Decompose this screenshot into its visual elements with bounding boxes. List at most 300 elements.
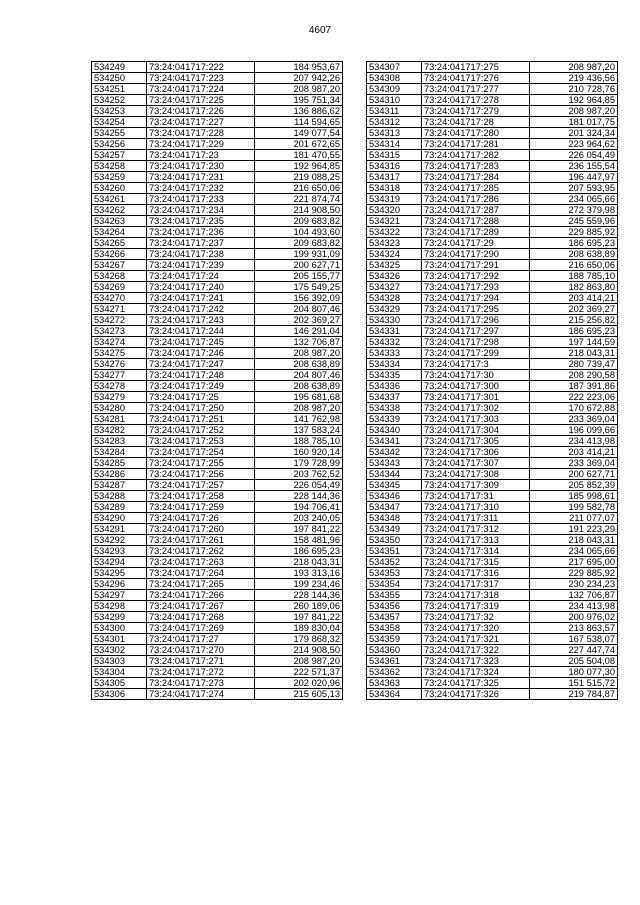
value-cell: 221 874,74: [255, 194, 343, 205]
value-cell: 156 392,09: [255, 293, 343, 304]
value-cell: 141 762,98: [255, 414, 343, 425]
table-row: [367, 249, 618, 260]
value-cell: 199 582,78: [530, 502, 618, 513]
row-number-cell: 534299: [92, 612, 147, 623]
table-row: [367, 656, 618, 667]
cadastral-number-cell: 73:24:041717:325: [422, 678, 530, 689]
table-row: [367, 315, 618, 326]
row-number-cell: 534307: [367, 62, 422, 73]
row-number-cell: 534271: [92, 304, 147, 315]
cadastral-number-cell: 73:24:041717:317: [422, 579, 530, 590]
cadastral-number-cell: 73:24:041717:321: [422, 634, 530, 645]
cadastral-number-cell: 73:24:041717:316: [422, 568, 530, 579]
table-row: [367, 491, 618, 502]
cadastral-number-cell: 73:24:041717:288: [422, 216, 530, 227]
row-number-cell: 534293: [92, 546, 147, 557]
value-cell: 207 593,95: [530, 183, 618, 194]
table-row: [367, 689, 618, 700]
page-number: 4607: [308, 25, 332, 36]
row-number-cell: 534252: [92, 95, 147, 106]
table-row: [92, 282, 343, 293]
cadastral-number-cell: 73:24:041717:310: [422, 502, 530, 513]
row-number-cell: 534258: [92, 161, 147, 172]
row-number-cell: 534318: [367, 183, 422, 194]
table-row: [367, 502, 618, 513]
cadastral-number-cell: 73:24:041717:278: [422, 95, 530, 106]
value-cell: 185 998,61: [530, 491, 618, 502]
value-cell: 216 650,06: [530, 260, 618, 271]
table-row: [92, 513, 343, 524]
cadastral-number-cell: 73:24:041717:230: [147, 161, 255, 172]
row-number-cell: 534297: [92, 590, 147, 601]
cadastral-number-cell: 73:24:041717:234: [147, 205, 255, 216]
value-cell: 219 436,56: [530, 73, 618, 84]
cadastral-number-cell: 73:24:041717:236: [147, 227, 255, 238]
value-cell: 158 481,96: [255, 535, 343, 546]
cadastral-number-cell: 73:24:041717:301: [422, 392, 530, 403]
cadastral-number-cell: 73:24:041717:268: [147, 612, 255, 623]
value-cell: 209 683,82: [255, 216, 343, 227]
row-number-cell: 534312: [367, 117, 422, 128]
table-row: [367, 546, 618, 557]
table-row: [92, 359, 343, 370]
cadastral-number-cell: 73:24:041717:271: [147, 656, 255, 667]
value-cell: 188 785,10: [255, 436, 343, 447]
table-row: [92, 579, 343, 590]
value-cell: 245 559,96: [530, 216, 618, 227]
cadastral-number-cell: 73:24:041717:281: [422, 139, 530, 150]
cadastral-number-cell: 73:24:041717:226: [147, 106, 255, 117]
table-row: [367, 183, 618, 194]
table-row: [92, 524, 343, 535]
value-cell: 195 681,68: [255, 392, 343, 403]
cadastral-number-cell: 73:24:041717:263: [147, 557, 255, 568]
row-number-cell: 534357: [367, 612, 422, 623]
value-cell: 200 627,71: [530, 469, 618, 480]
cadastral-number-cell: 73:24:041717:296: [422, 315, 530, 326]
cadastral-number-cell: 73:24:041717:3: [422, 359, 530, 370]
row-number-cell: 534324: [367, 249, 422, 260]
row-number-cell: 534311: [367, 106, 422, 117]
table-row: [367, 216, 618, 227]
value-cell: 202 369,27: [530, 304, 618, 315]
value-cell: 207 942,26: [255, 73, 343, 84]
value-cell: 191 223,29: [530, 524, 618, 535]
table-row: [367, 557, 618, 568]
row-number-cell: 534280: [92, 403, 147, 414]
value-cell: 186 695,23: [530, 238, 618, 249]
cadastral-number-cell: 73:24:041717:270: [147, 645, 255, 656]
row-number-cell: 534260: [92, 183, 147, 194]
row-number-cell: 534266: [92, 249, 147, 260]
table-row: [92, 84, 343, 95]
value-cell: 223 964,62: [530, 139, 618, 150]
table-row: [367, 238, 618, 249]
cadastral-number-cell: 73:24:041717:256: [147, 469, 255, 480]
table-row: [92, 425, 343, 436]
cadastral-number-cell: 73:24:041717:225: [147, 95, 255, 106]
cadastral-number-cell: 73:24:041717:322: [422, 645, 530, 656]
table-row: [92, 414, 343, 425]
cadastral-number-cell: 73:24:041717:255: [147, 458, 255, 469]
table-row: [92, 381, 343, 392]
value-cell: 233 369,04: [530, 458, 618, 469]
table-row: [367, 535, 618, 546]
table-row: [367, 95, 618, 106]
cadastral-number-cell: 73:24:041717:252: [147, 425, 255, 436]
table-row: [367, 359, 618, 370]
row-number-cell: 534259: [92, 172, 147, 183]
cadastral-number-cell: 73:24:041717:23: [147, 150, 255, 161]
row-number-cell: 534261: [92, 194, 147, 205]
cadastral-number-cell: 73:24:041717:237: [147, 238, 255, 249]
row-number-cell: 534296: [92, 579, 147, 590]
table-row: [367, 590, 618, 601]
value-cell: 132 706,87: [255, 337, 343, 348]
cadastral-number-cell: 73:24:041717:244: [147, 326, 255, 337]
table-row: [367, 392, 618, 403]
row-number-cell: 534256: [92, 139, 147, 150]
value-cell: 188 785,10: [530, 271, 618, 282]
row-number-cell: 534254: [92, 117, 147, 128]
table-row: [367, 337, 618, 348]
value-cell: 205 852,39: [530, 480, 618, 491]
cadastral-number-cell: 73:24:041717:233: [147, 194, 255, 205]
table-row: [367, 293, 618, 304]
cadastral-number-cell: 73:24:041717:266: [147, 590, 255, 601]
row-number-cell: 534268: [92, 271, 147, 282]
row-number-cell: 534339: [367, 414, 422, 425]
cadastral-number-cell: 73:24:041717:248: [147, 370, 255, 381]
cadastral-number-cell: 73:24:041717:326: [422, 689, 530, 700]
value-cell: 236 155,54: [530, 161, 618, 172]
table-row: [92, 205, 343, 216]
row-number-cell: 534276: [92, 359, 147, 370]
row-number-cell: 534345: [367, 480, 422, 491]
value-cell: 210 728,76: [530, 84, 618, 95]
table-row: [367, 150, 618, 161]
row-number-cell: 534319: [367, 194, 422, 205]
value-cell: 280 739,47: [530, 359, 618, 370]
row-number-cell: 534364: [367, 689, 422, 700]
table-row: [367, 139, 618, 150]
cadastral-number-cell: 73:24:041717:285: [422, 183, 530, 194]
table-row: [92, 623, 343, 634]
cadastral-number-cell: 73:24:041717:292: [422, 271, 530, 282]
table-row: [367, 205, 618, 216]
value-cell: 151 515,72: [530, 678, 618, 689]
row-number-cell: 534348: [367, 513, 422, 524]
row-number-cell: 534270: [92, 293, 147, 304]
row-number-cell: 534274: [92, 337, 147, 348]
value-cell: 192 964,85: [530, 95, 618, 106]
row-number-cell: 534310: [367, 95, 422, 106]
row-number-cell: 534353: [367, 568, 422, 579]
row-number-cell: 534275: [92, 348, 147, 359]
table-row: [367, 227, 618, 238]
cadastral-number-cell: 73:24:041717:297: [422, 326, 530, 337]
cadastral-number-cell: 73:24:041717:286: [422, 194, 530, 205]
row-number-cell: 534272: [92, 315, 147, 326]
table-row: [92, 546, 343, 557]
table-row: [367, 645, 618, 656]
row-number-cell: 534295: [92, 568, 147, 579]
row-number-cell: 534346: [367, 491, 422, 502]
value-cell: 208 987,20: [255, 84, 343, 95]
cadastral-number-cell: 73:24:041717:319: [422, 601, 530, 612]
value-cell: 181 470,55: [255, 150, 343, 161]
table-row: [92, 634, 343, 645]
table-row: [92, 106, 343, 117]
row-number-cell: 534253: [92, 106, 147, 117]
value-cell: 187 391,86: [530, 381, 618, 392]
cadastral-number-cell: 73:24:041717:279: [422, 106, 530, 117]
table-row: [92, 238, 343, 249]
table-row: [92, 326, 343, 337]
table-row: [92, 392, 343, 403]
table-row: [92, 656, 343, 667]
right-data-table: [366, 61, 618, 700]
cadastral-number-cell: 73:24:041717:298: [422, 337, 530, 348]
value-cell: 208 638,89: [255, 359, 343, 370]
row-number-cell: 534338: [367, 403, 422, 414]
row-number-cell: 534329: [367, 304, 422, 315]
value-cell: 213 863,57: [530, 623, 618, 634]
cadastral-number-cell: 73:24:041717:274: [147, 689, 255, 700]
cadastral-number-cell: 73:24:041717:245: [147, 337, 255, 348]
row-number-cell: 534263: [92, 216, 147, 227]
value-cell: 229 885,92: [530, 568, 618, 579]
row-number-cell: 534331: [367, 326, 422, 337]
value-cell: 219 784,87: [530, 689, 618, 700]
value-cell: 205 155,77: [255, 271, 343, 282]
value-cell: 260 189,06: [255, 601, 343, 612]
cadastral-number-cell: 73:24:041717:25: [147, 392, 255, 403]
cadastral-number-cell: 73:24:041717:282: [422, 150, 530, 161]
cadastral-number-cell: 73:24:041717:323: [422, 656, 530, 667]
cadastral-number-cell: 73:24:041717:305: [422, 436, 530, 447]
table-row: [367, 623, 618, 634]
row-number-cell: 534341: [367, 436, 422, 447]
value-cell: 208 290,58: [530, 370, 618, 381]
value-cell: 208 638,89: [530, 249, 618, 260]
cadastral-number-cell: 73:24:041717:224: [147, 84, 255, 95]
value-cell: 200 976,02: [530, 612, 618, 623]
row-number-cell: 534332: [367, 337, 422, 348]
table-row: [367, 260, 618, 271]
value-cell: 202 369,27: [255, 315, 343, 326]
table-row: [367, 513, 618, 524]
value-cell: 175 549,25: [255, 282, 343, 293]
cadastral-number-cell: 73:24:041717:304: [422, 425, 530, 436]
value-cell: 170 672,88: [530, 403, 618, 414]
row-number-cell: 534349: [367, 524, 422, 535]
cadastral-number-cell: 73:24:041717:32: [422, 612, 530, 623]
cadastral-number-cell: 73:24:041717:272: [147, 667, 255, 678]
cadastral-number-cell: 73:24:041717:294: [422, 293, 530, 304]
row-number-cell: 534327: [367, 282, 422, 293]
cadastral-number-cell: 73:24:041717:222: [147, 62, 255, 73]
row-number-cell: 534278: [92, 381, 147, 392]
cadastral-number-cell: 73:24:041717:27: [147, 634, 255, 645]
row-number-cell: 534291: [92, 524, 147, 535]
cadastral-number-cell: 73:24:041717:306: [422, 447, 530, 458]
value-cell: 234 413,98: [530, 436, 618, 447]
table-row: [367, 128, 618, 139]
table-row: [92, 117, 343, 128]
value-cell: 218 043,31: [255, 557, 343, 568]
value-cell: 193 313,16: [255, 568, 343, 579]
cadastral-number-cell: 73:24:041717:307: [422, 458, 530, 469]
row-number-cell: 534358: [367, 623, 422, 634]
value-cell: 199 234,46: [255, 579, 343, 590]
value-cell: 216 650,06: [255, 183, 343, 194]
cadastral-number-cell: 73:24:041717:260: [147, 524, 255, 535]
table-row: [92, 315, 343, 326]
cadastral-number-cell: 73:24:041717:303: [422, 414, 530, 425]
row-number-cell: 534287: [92, 480, 147, 491]
table-row: [92, 689, 343, 700]
cadastral-number-cell: 73:24:041717:267: [147, 601, 255, 612]
row-number-cell: 534315: [367, 150, 422, 161]
cadastral-number-cell: 73:24:041717:235: [147, 216, 255, 227]
row-number-cell: 534334: [367, 359, 422, 370]
row-number-cell: 534282: [92, 425, 147, 436]
value-cell: 208 987,20: [255, 348, 343, 359]
row-number-cell: 534352: [367, 557, 422, 568]
table-row: [92, 293, 343, 304]
table-row: [92, 667, 343, 678]
cadastral-number-cell: 73:24:041717:238: [147, 249, 255, 260]
row-number-cell: 534344: [367, 469, 422, 480]
table-row: [92, 260, 343, 271]
value-cell: 219 088,25: [255, 172, 343, 183]
table-row: [367, 194, 618, 205]
value-cell: 184 953,67: [255, 62, 343, 73]
table-row: [367, 117, 618, 128]
value-cell: 228 144,36: [255, 491, 343, 502]
value-cell: 227 447,74: [530, 645, 618, 656]
right-table-body: [367, 62, 618, 700]
cadastral-number-cell: 73:24:041717:28: [422, 117, 530, 128]
row-number-cell: 534309: [367, 84, 422, 95]
cadastral-number-cell: 73:24:041717:275: [422, 62, 530, 73]
table-row: [367, 161, 618, 172]
cadastral-number-cell: 73:24:041717:283: [422, 161, 530, 172]
row-number-cell: 534335: [367, 370, 422, 381]
value-cell: 201 672,65: [255, 139, 343, 150]
cadastral-number-cell: 73:24:041717:231: [147, 172, 255, 183]
value-cell: 197 144,59: [530, 337, 618, 348]
value-cell: 228 144,36: [255, 590, 343, 601]
row-number-cell: 534303: [92, 656, 147, 667]
value-cell: 203 762,52: [255, 469, 343, 480]
table-row: [367, 634, 618, 645]
table-row: [367, 304, 618, 315]
value-cell: 204 807,46: [255, 370, 343, 381]
table-row: [92, 535, 343, 546]
value-cell: 226 054,49: [255, 480, 343, 491]
table-row: [92, 458, 343, 469]
cadastral-number-cell: 73:24:041717:24: [147, 271, 255, 282]
cadastral-number-cell: 73:24:041717:242: [147, 304, 255, 315]
cadastral-number-cell: 73:24:041717:273: [147, 678, 255, 689]
table-row: [92, 249, 343, 260]
value-cell: 205 504,08: [530, 656, 618, 667]
table-row: [92, 271, 343, 282]
cadastral-number-cell: 73:24:041717:251: [147, 414, 255, 425]
cadastral-number-cell: 73:24:041717:258: [147, 491, 255, 502]
row-number-cell: 534317: [367, 172, 422, 183]
cadastral-number-cell: 73:24:041717:318: [422, 590, 530, 601]
table-row: [92, 161, 343, 172]
table-row: [92, 436, 343, 447]
table-row: [367, 480, 618, 491]
row-number-cell: 534322: [367, 227, 422, 238]
row-number-cell: 534340: [367, 425, 422, 436]
value-cell: 197 841,22: [255, 612, 343, 623]
row-number-cell: 534269: [92, 282, 147, 293]
row-number-cell: 534264: [92, 227, 147, 238]
value-cell: 200 627,71: [255, 260, 343, 271]
table-row: [92, 645, 343, 656]
value-cell: 197 841,22: [255, 524, 343, 535]
cadastral-number-cell: 73:24:041717:311: [422, 513, 530, 524]
value-cell: 214 908,50: [255, 645, 343, 656]
value-cell: 104 493,60: [255, 227, 343, 238]
cadastral-number-cell: 73:24:041717:290: [422, 249, 530, 260]
cadastral-number-cell: 73:24:041717:315: [422, 557, 530, 568]
table-row: [92, 150, 343, 161]
row-number-cell: 534290: [92, 513, 147, 524]
value-cell: 203 414,21: [530, 293, 618, 304]
value-cell: 201 324,34: [530, 128, 618, 139]
table-row: [367, 282, 618, 293]
row-number-cell: 534279: [92, 392, 147, 403]
table-row: [92, 128, 343, 139]
row-number-cell: 534342: [367, 447, 422, 458]
cadastral-number-cell: 73:24:041717:289: [422, 227, 530, 238]
value-cell: 132 706,87: [530, 590, 618, 601]
row-number-cell: 534300: [92, 623, 147, 634]
value-cell: 218 043,31: [530, 535, 618, 546]
cadastral-number-cell: 73:24:041717:291: [422, 260, 530, 271]
table-row: [92, 590, 343, 601]
cadastral-number-cell: 73:24:041717:269: [147, 623, 255, 634]
value-cell: 222 571,37: [255, 667, 343, 678]
row-number-cell: 534314: [367, 139, 422, 150]
value-cell: 146 291,04: [255, 326, 343, 337]
row-number-cell: 534350: [367, 535, 422, 546]
value-cell: 208 987,20: [255, 403, 343, 414]
value-cell: 136 886,62: [255, 106, 343, 117]
table-row: [367, 106, 618, 117]
row-number-cell: 534286: [92, 469, 147, 480]
row-number-cell: 534304: [92, 667, 147, 678]
table-row: [92, 139, 343, 150]
cadastral-number-cell: 73:24:041717:300: [422, 381, 530, 392]
table-row: [92, 491, 343, 502]
cadastral-number-cell: 73:24:041717:308: [422, 469, 530, 480]
value-cell: 203 240,05: [255, 513, 343, 524]
row-number-cell: 534347: [367, 502, 422, 513]
table-row: [92, 95, 343, 106]
table-row: [367, 403, 618, 414]
cadastral-number-cell: 73:24:041717:284: [422, 172, 530, 183]
row-number-cell: 534306: [92, 689, 147, 700]
row-number-cell: 534336: [367, 381, 422, 392]
table-row: [92, 403, 343, 414]
